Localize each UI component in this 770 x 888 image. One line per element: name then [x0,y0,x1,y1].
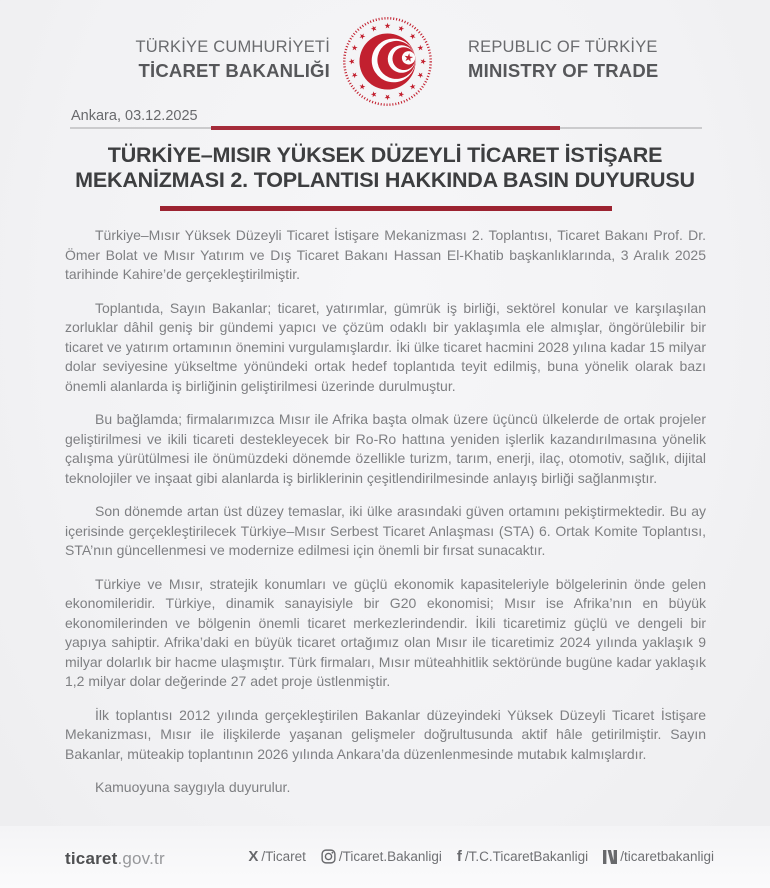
website-link-rest: .gov.tr [117,849,165,868]
paragraph: Türkiye–Mısır Yüksek Düzeyli Ticaret İstişare Mekanizması 2. Toplantısı, Ticaret Bakanı Prof. Dr. Ömer Bolat ve Mısır Yatırım ve Dış Ticaret Bakanı Hassan El-Khatib başkanlıklarında, 3 Aralık 2025 tarihinde Kahire’de gerçekleştirilmiştir. [65,227,706,282]
social-link-x[interactable] [248,849,306,864]
social-handle: /T.C.TicaretBakanligi [464,849,589,864]
instagram-icon [321,849,336,864]
social-links-row [248,849,714,864]
page-title [35,143,735,193]
ministry-of-trade-emblem-logo [340,14,435,109]
nsosyal-icon [603,850,617,864]
republic-line-en: REPUBLIC OF TÜRKİYE [468,38,658,56]
social-handle: /Ticaret.Bakanligi [338,849,442,864]
republic-line-tr: TÜRKİYE CUMHURİYETİ [135,38,330,56]
press-release-body [65,226,706,812]
page-title-line1: TÜRKİYE–MISIR YÜKSEK DÜZEYLİ TİCARET İSTİŞARE [107,143,663,167]
social-link-nsosyal[interactable] [603,849,714,864]
title-underline-bar [160,206,612,211]
ministry-name-turkish [90,38,330,82]
social-handle: /Ticaret [261,849,306,864]
website-link[interactable] [65,849,165,869]
paragraph: Son dönemde artan üst düzey temaslar, iki ülke arasındaki güven ortamını pekiştirmektedir. Bu ay içerisinde gerçekleştirilecek Türkiye–Mısır Serbest Ticaret Anlaşması (STA) 6. Ortak Komite Toplantısı, STA’nın güncellenmesi ve modernize edilmesi için önemli bir fırsat sunacaktır. [65,503,706,558]
header-divider-line [70,127,702,129]
website-link-bold: ticaret [65,849,118,868]
paragraph: Bu bağlamda; firmalarımızca Mısır ile Afrika başta olmak üzere üçüncü ülkelerde de ortak projeler geliştirilmesi ve ikili ticareti destekleyecek bir Ro-Ro hattına yeniden işlerlik kazandırılmasına yönelik çalışma yürütülmesi ile önümüzdeki dönemde özellikle turizm, tarım, enerji, ilaç, otomotiv, sağlık, dijital teknolojiler ve inşaat gibi alanlarda iş birliklerinin çeşitlendirilmesinde anlayış birliği sağlanmıştır. [65,411,706,486]
ministry-line-en: MINISTRY OF TRADE [468,60,659,81]
ministry-name-english [468,38,718,82]
paragraph: Türkiye ve Mısır, stratejik konumları ve güçlü ekonomik kapasiteleriyle bölgelerinin önde gelen ekonomileridir. Türkiye, dinamik sanayisiyle bir G20 ekonomisi; Mısır ise Afrika’nın en büyük ekonomilerinden ve bölgenin önemli ticaret merkezlerindendir. İkili ticaretimiz güçlü ve dengeli bir yapıya sahiptir. Afrika’daki en büyük ticaret ortağımız olan Mısır ile ticaretimiz 2024 yılında yaklaşık 9 milyar dolarlık bir hacme ulaşmıştır. Türk firmaları, Mısır müteahhitlik sektöründe bugüne kadar yaklaşık 1,2 milyar dolar değerinde 27 adet proje üstlenmiştir. [65,575,706,689]
header-divider-red-segment [211,126,560,130]
page-title-line2: MEKANİZMASI 2. TOPLANTISI HAKKINDA BASIN DUYURUSU [75,168,695,192]
x-icon: X [248,848,259,865]
social-handle: /ticaretbakanligi [620,849,714,864]
social-link-instagram[interactable] [321,849,442,864]
dateline: Ankara, 03.12.2025 [71,108,198,124]
crescents-and-star-icon [355,29,420,94]
facebook-icon: f [456,848,462,865]
social-link-facebook[interactable] [457,849,588,864]
paragraph: İlk toplantısı 2012 yılında gerçekleştirilen Bakanlar düzeyindeki Yüksek Düzeyli Ticaret İstişare Mekanizması, Mısır ile ilişkilerde yaşanan gelişmeler doğrultusunda aktif hâle getirilmiştir. Sayın Bakanlar, müteakip toplantının 2026 yılında Ankara’da düzenlenmesinde mutabık kalmışlardır. [65,706,706,762]
closing-line: Kamuoyuna saygıyla duyurulur. [95,779,291,795]
paragraph: Toplantıda, Sayın Bakanlar; ticaret, yatırımlar, gümrük iş birliği, sektörel konular ve karşılaşılan zorluklar dâhil geniş bir gündemi yapıcı ve çözüm odaklı bir yaklaşımla ele almışlar, öngörülebilir bir ticaret ve yatırım ortamının önemini vurgulamışlardır. İki ülke ticaret hacmini 2028 yılına kadar 15 milyar dolar seviyesine yükseltme yönündeki ortak hedef toplantıda teyit edilmiş, buna yönelik olarak bazı önemli alanlarda iş birliğinin geliştirilmesi üzerinde durulmuştur. [65,299,706,394]
ministry-line-tr: TİCARET BAKANLIĞI [138,60,330,81]
